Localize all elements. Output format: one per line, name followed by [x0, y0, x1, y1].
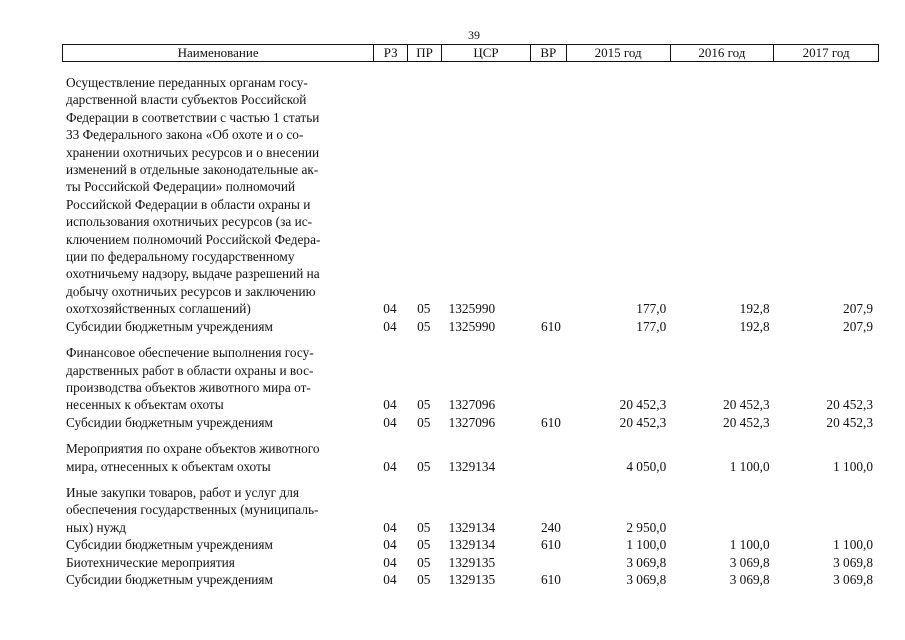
- cell-vr: 610: [540, 571, 561, 587]
- cell-csr: 1325990: [448, 318, 496, 334]
- table-header: [62, 44, 879, 62]
- cell-y2015: 177,0: [636, 318, 667, 334]
- cell-y2016: 192,8: [739, 301, 770, 317]
- table-row: [62, 344, 879, 414]
- cell-pr: 05: [417, 519, 431, 535]
- row-name-line: охотничьему надзору, выдаче разрешений на: [66, 266, 320, 282]
- cell-pr: 05: [417, 458, 431, 474]
- cell-rz: 04: [383, 318, 397, 334]
- cell-rz: 04: [383, 414, 397, 430]
- row-name-line: охотхозяйственных соглашений): [66, 301, 251, 317]
- header-2015: 2015 год: [567, 45, 671, 61]
- cell-vr: 610: [540, 318, 561, 334]
- row-name-line: ты Российской Федерации» полномочий: [66, 179, 296, 195]
- cell-pr: 05: [417, 571, 431, 587]
- cell-y2017: 1 100,0: [833, 458, 873, 474]
- row-name: [62, 571, 369, 588]
- cell-vr: 240: [540, 519, 561, 535]
- table-body: [62, 74, 879, 588]
- header-2016: 2016 год: [671, 45, 775, 61]
- header-pr: ПР: [408, 45, 442, 61]
- row-name-line: Российской Федерации в области охраны и: [66, 196, 311, 212]
- row-name-line: дарственной власти субъектов Российской: [66, 92, 307, 108]
- row-name-line: ных) нужд: [66, 519, 126, 535]
- cell-y2016: 1 100,0: [729, 458, 770, 474]
- row-name-line: Иные закупки товаров, работ и услуг для: [66, 484, 299, 500]
- cell-rz: 04: [383, 458, 397, 474]
- cell-pr: 05: [417, 537, 431, 553]
- row-name-line: производства объектов животного мира от-: [66, 379, 311, 395]
- table-row: [62, 484, 879, 536]
- cell-pr: 05: [417, 318, 431, 334]
- cell-y2015: 20 452,3: [619, 414, 667, 430]
- row-spacer: [62, 335, 879, 344]
- cell-pr: 05: [417, 397, 431, 413]
- header-name: Наименование: [63, 45, 374, 61]
- cell-y2015: 2 950,0: [626, 519, 667, 535]
- row-name-line: добычу охотничьих ресурсов и заключению: [66, 283, 316, 299]
- page-number: 39: [468, 28, 480, 42]
- cell-pr: 05: [417, 414, 431, 430]
- cell-y2017: 3 069,8: [833, 571, 873, 587]
- cell-y2016: 20 452,3: [723, 414, 770, 430]
- cell-csr: 1325990: [448, 301, 496, 317]
- cell-rz: 04: [383, 301, 397, 317]
- row-name-line: Мероприятия по охране объектов животного: [66, 441, 320, 457]
- cell-rz: 04: [383, 571, 397, 587]
- table-row: [62, 536, 879, 553]
- row-name-line: ключением полномочий Российской Федера-: [66, 231, 321, 247]
- cell-y2015: 1 100,0: [626, 537, 667, 553]
- row-name-line: Биотехнические мероприятия: [66, 554, 235, 570]
- cell-y2017: 20 452,3: [826, 397, 873, 413]
- row-name-line: несенных к объектам охоты: [66, 397, 224, 413]
- row-name-line: мира, отнесенных к объектам охоты: [66, 458, 271, 474]
- row-name: [62, 440, 369, 475]
- cell-csr: 1329134: [448, 537, 496, 553]
- cell-csr: 1329134: [448, 519, 496, 535]
- row-name: [62, 536, 369, 553]
- header-rz: РЗ: [374, 45, 408, 61]
- cell-pr: 05: [417, 301, 431, 317]
- row-spacer: [62, 475, 879, 484]
- cell-csr: 1327096: [448, 397, 496, 413]
- table-row: [62, 440, 879, 475]
- table-row: [62, 74, 879, 318]
- cell-y2015: 4 050,0: [626, 458, 667, 474]
- cell-rz: 04: [383, 537, 397, 553]
- row-name-line: использования охотничьих ресурсов (за ис-: [66, 214, 313, 230]
- header-csr: ЦСР: [442, 45, 531, 61]
- row-name-line: Субсидии бюджетным учреждениям: [66, 537, 273, 553]
- cell-rz: 04: [383, 519, 397, 535]
- row-name-line: Федерации в соответствии с частью 1 статьи: [66, 109, 320, 125]
- row-name: [62, 414, 369, 431]
- cell-csr: 1327096: [448, 414, 496, 430]
- cell-y2015: 177,0: [636, 301, 667, 317]
- row-name: [62, 318, 369, 335]
- cell-y2016: 192,8: [739, 318, 770, 334]
- table-row: [62, 554, 879, 571]
- table-row: [62, 571, 879, 588]
- row-name-line: Финансовое обеспечение выполнения госу-: [66, 345, 314, 361]
- row-name-line: хранении охотничьих ресурсов и о внесении: [66, 144, 320, 160]
- row-name-line: ции по федеральному государственному: [66, 249, 295, 265]
- row-name-line: 33 Федерального закона «Об охоте и о со-: [66, 127, 304, 143]
- cell-y2017: 1 100,0: [833, 537, 873, 553]
- cell-y2016: 3 069,8: [729, 554, 770, 570]
- cell-y2017: 20 452,3: [826, 414, 873, 430]
- header-vr: ВР: [531, 45, 567, 61]
- header-2017: 2017 год: [802, 45, 850, 60]
- cell-csr: 1329134: [448, 458, 496, 474]
- cell-vr: 610: [540, 414, 561, 430]
- row-name-line: Субсидии бюджетным учреждениям: [66, 414, 273, 430]
- cell-rz: 04: [383, 397, 397, 413]
- cell-csr: 1329135: [448, 554, 496, 570]
- cell-csr: 1329135: [448, 571, 496, 587]
- row-spacer: [62, 431, 879, 440]
- row-name-line: Субсидии бюджетным учреждениям: [66, 571, 273, 587]
- row-name: [62, 344, 369, 414]
- cell-rz: 04: [383, 554, 397, 570]
- cell-y2016: 1 100,0: [729, 537, 770, 553]
- row-name-line: обеспечения государственных (муниципаль-: [66, 502, 319, 518]
- row-name-line: изменений в отдельные законодательные ак-: [66, 162, 319, 178]
- cell-y2017: 3 069,8: [833, 554, 873, 570]
- table-row: [62, 414, 879, 431]
- table-row: [62, 318, 879, 335]
- row-name: [62, 484, 369, 536]
- cell-y2016: 3 069,8: [729, 571, 770, 587]
- cell-pr: 05: [417, 554, 431, 570]
- cell-y2017: 207,9: [843, 318, 873, 334]
- cell-y2015: 20 452,3: [619, 397, 667, 413]
- cell-y2017: 207,9: [843, 301, 873, 317]
- cell-y2015: 3 069,8: [626, 554, 667, 570]
- row-name: [62, 74, 369, 318]
- cell-y2016: 20 452,3: [723, 397, 770, 413]
- row-name: [62, 554, 369, 571]
- cell-vr: 610: [540, 537, 561, 553]
- row-name-line: Субсидии бюджетным учреждениям: [66, 318, 273, 334]
- row-name-line: дарственных работ в области охраны и вос-: [66, 362, 314, 378]
- cell-y2015: 3 069,8: [626, 571, 667, 587]
- row-name-line: Осуществление переданных органам госу-: [66, 75, 308, 90]
